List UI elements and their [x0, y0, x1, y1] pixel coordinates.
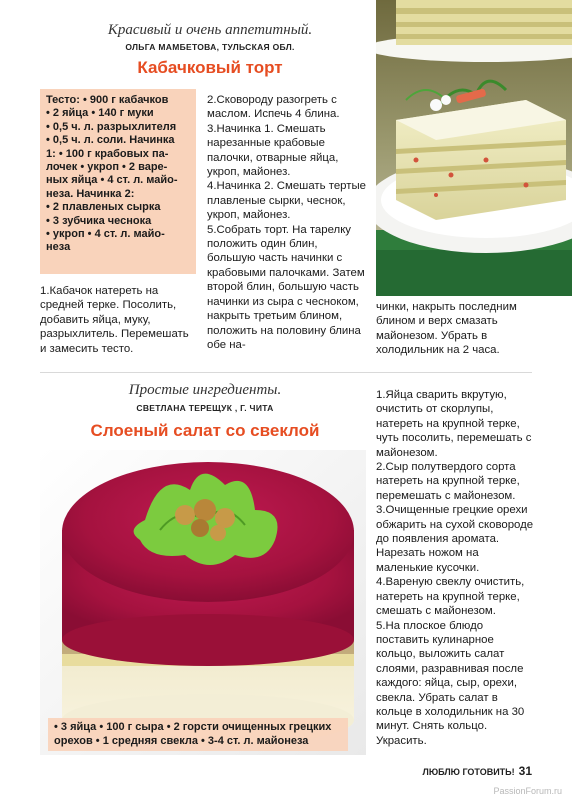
- watermark: PassionForum.ru: [493, 786, 562, 796]
- ingredient-line: Тесто: • 900 г кабачков: [46, 94, 169, 106]
- magazine-name: ЛЮБЛЮ ГОТОВИТЬ!: [422, 767, 515, 777]
- beet-salad-illustration: [40, 450, 366, 755]
- step-text: 2.Сковороду разогреть с маслом. Испечь 4 блина.: [207, 94, 340, 121]
- step-text: 1.Кабачок натереть на средней терке. Посолить, добавить яйца, муку, разрыхлитель. Перемешать и замесить тесто.: [40, 285, 189, 355]
- recipe1-author: ОЛЬГА МАМБЕТОВА, ТУЛЬСКАЯ ОБЛ.: [125, 42, 295, 52]
- recipe1-title: Кабачковый торт: [137, 58, 283, 77]
- recipe1-steps-middle: [207, 93, 369, 352]
- ingredient-line: • 3 зубчика чеснока: [46, 214, 152, 227]
- step-text: чинки, накрыть последним блином и верх смазать майонезом. Убрать в холодильник на 2 часа.: [376, 301, 517, 357]
- step-text: 2.Сыр полутвердого сорта натереть на крупной терке, перемешать с майонезом.: [376, 461, 520, 502]
- step-text: 5.Собрать торт. На тарелку положить один блин, большую часть начинки с крабовыми палочками. Затем второй блин, большую часть начинки из сыра с чесноком, накрыть третьим блином, положить на половину блина обе на-: [207, 223, 365, 351]
- recipe2-title: Слоеный салат со свеклой: [90, 421, 320, 440]
- zucchini-cake-photo: [376, 0, 572, 296]
- beet-salad-photo: [40, 450, 366, 755]
- ingredient-line: лочек • укроп • 2 варе-: [46, 161, 168, 174]
- ingredient-line: • 2 яйца • 140 г муки: [46, 107, 154, 120]
- step-text: 3.Очищенные грецкие орехи обжарить на сухой сковороде до появления аромата. Нарезать ножом на маленькие кусочки.: [376, 504, 534, 574]
- step-text: 4.Начинка 2. Смешать тертые плавленые сырки, чеснок, укроп, майонез.: [207, 180, 366, 222]
- recipe1-steps-right: [376, 300, 534, 358]
- page-footer: [423, 764, 533, 778]
- step-text: 5.На плоское блюдо поставить кулинарное кольцо, выложить салат слоями, разравнивая после каждого: яйца, сыр, орехи, свекла. Убрать салат в кольце в холодильник на 30 минут. Снять кольцо. Украсить.: [376, 619, 525, 747]
- recipe2-ingredients-text: • 3 яйца • 100 г сыра • 2 горсти очищенных грецких орехов • 1 средняя свекла • 3-4 ст. л. майонеза: [54, 721, 332, 747]
- page-number: 31: [518, 764, 532, 778]
- section-divider: [40, 372, 532, 373]
- recipe1-ingredients-box: [40, 89, 196, 274]
- ingredient-line: ных яйца • 4 ст. л. майо-: [46, 174, 178, 187]
- ingredient-line: • 0,5 ч. л. разрыхлителя: [46, 120, 177, 133]
- recipe2-ingredients-band: [48, 718, 348, 751]
- recipe2-steps: [376, 388, 534, 748]
- recipe1-step1: [40, 284, 198, 356]
- step-text: 1.Яйца сварить вкрутую, очистить от скорлупы, натереть на крупной терке, чуть посолить, перемешать с майонезом.: [376, 389, 532, 459]
- ingredient-line: неза: [46, 241, 71, 254]
- ingredient-line: • 2 плавленых сырка: [46, 201, 161, 214]
- zucchini-cake-illustration: [376, 0, 572, 296]
- recipe2-author: СВЕТЛАНА ТЕРЕЩУК , Г. ЧИТА: [136, 403, 274, 413]
- recipe1-tagline: Красивый и очень аппетитный.: [107, 22, 313, 38]
- ingredient-line: • 0,5 ч. л. соли. Начинка: [46, 134, 175, 147]
- step-text: 4.Вареную свеклу очистить, натереть на крупной терке, смешать с майонезом.: [376, 576, 525, 618]
- ingredient-line: • укроп • 4 ст. л. майо-: [46, 228, 165, 241]
- ingredient-line: 1: • 100 г крабовых па-: [46, 147, 169, 160]
- recipe2-tagline: Простые ингредиенты.: [128, 382, 282, 398]
- ingredient-line: неза. Начинка 2:: [46, 187, 135, 200]
- step-text: 3.Начинка 1. Смешать нарезанные крабовые палочки, отварные яйца, укроп, майонез.: [207, 122, 339, 179]
